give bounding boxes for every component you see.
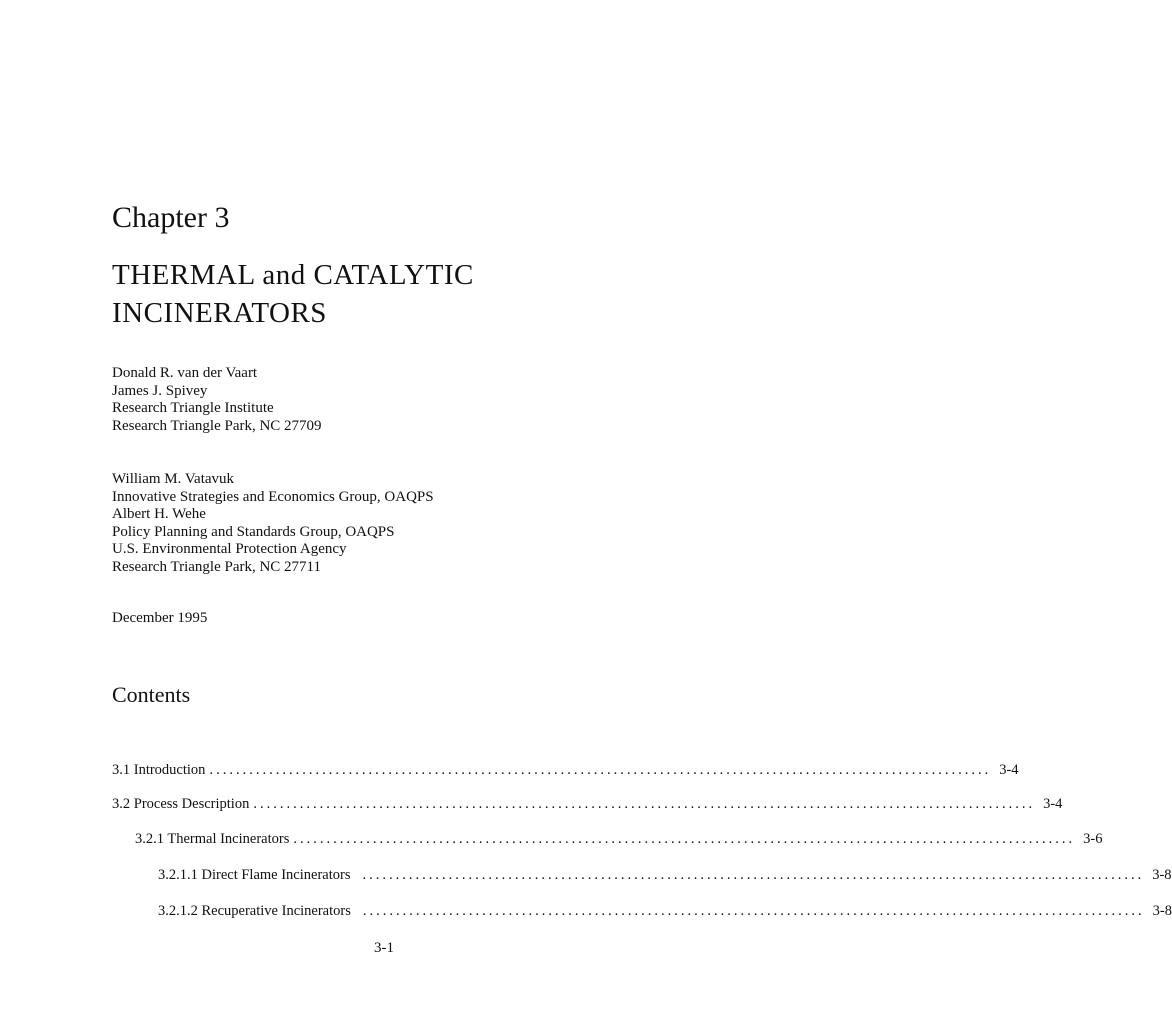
chapter-title (112, 256, 474, 332)
toc-leader-dots: ...................................................................................................................... (253, 796, 1036, 812)
toc-leader-dots: ...................................................................................................................... (293, 831, 1076, 847)
author-line: Albert H. Wehe (112, 506, 206, 522)
toc-entry-page: 3-4 (999, 762, 1019, 778)
toc-entry-page: 3-4 (1043, 796, 1063, 812)
author-line: Research Triangle Institute (112, 400, 274, 416)
author-line: James J. Spivey (112, 382, 208, 399)
toc-entry[interactable] (135, 829, 1103, 849)
toc-leader-dots: ...................................................................................................................... (209, 762, 992, 778)
toc-entry[interactable] (158, 865, 1172, 885)
author-line: Research Triangle Park, NC 27711 (112, 558, 322, 575)
toc-entry-page: 3-8 (1152, 867, 1172, 883)
toc-entry-label: 3.2.1.1 Direct Flame Incinerators (158, 867, 351, 883)
toc-entry-page: 3-8 (1152, 903, 1172, 919)
publication-date: December 1995 (112, 610, 208, 626)
author-line: Policy Planning and Standards Group, OAQPS (112, 523, 395, 540)
toc-leader-dots: ...................................................................................................................... (362, 903, 1145, 919)
chapter-label: Chapter 3 (112, 201, 230, 234)
author-line: Donald R. van der Vaart (112, 365, 258, 381)
page-number: 3-1 (374, 940, 394, 956)
author-line: U.S. Environmental Protection Agency (112, 541, 347, 557)
author-block-2 (112, 471, 434, 576)
toc-entry[interactable] (158, 901, 1172, 921)
toc-entry[interactable] (112, 760, 1019, 780)
toc-entry-label: 3.2 Process Description (112, 796, 250, 812)
author-line: Innovative Strategies and Economics Group, OAQPS (112, 488, 434, 505)
author-line: Research Triangle Park, NC 27709 (112, 417, 322, 434)
chapter-title-line-2: INCINERATORS (112, 297, 327, 329)
author-line: William M. Vatavuk (112, 471, 235, 487)
toc-entry-label: 3.2.1 Thermal Incinerators (135, 831, 290, 847)
toc-entry-label: 3.1 Introduction (112, 762, 206, 778)
chapter-title-line-1: THERMAL and CATALYTIC (112, 259, 474, 291)
toc-leader-dots: ...................................................................................................................... (362, 867, 1145, 883)
toc-entry-page: 3-6 (1083, 831, 1103, 847)
contents-heading: Contents (112, 682, 191, 707)
toc-entry-label: 3.2.1.2 Recuperative Incinerators (158, 903, 351, 919)
toc-entry[interactable] (112, 794, 1063, 814)
author-block-1 (112, 365, 322, 435)
